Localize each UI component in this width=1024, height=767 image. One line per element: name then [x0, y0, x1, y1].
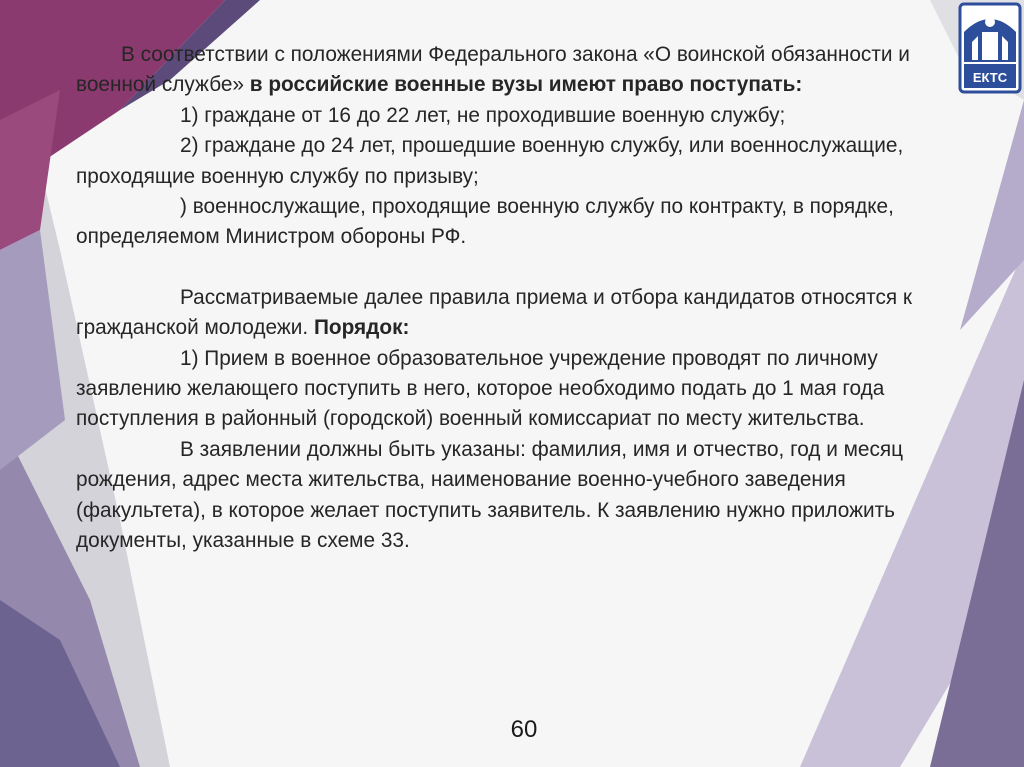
rules-bold-text: Порядок:	[313, 316, 410, 340]
slide-body	[76, 40, 956, 557]
intro-text: В соответствии с положениями Федерального закона «О воинской обязанности и военной службе»	[76, 43, 910, 97]
list-item-3: ) военнослужащие, проходящие военную службу по контракту, в порядке, определяемом Министром обороны РФ.	[76, 195, 894, 249]
rules-paragraph	[76, 283, 956, 344]
ektc-logo-icon	[958, 2, 1022, 94]
page-number: 60	[510, 716, 538, 743]
list-item-1: 1) граждане от 16 до 22 лет, не проходившие военную службу;	[180, 103, 786, 127]
application-paragraph: В заявлении должны быть указаны: фамилия, имя и отчество, год и месяц рождения, адрес места жительства, наименование военно-учебного заведения (факультета), в которое желает поступить заявитель. К заявлению нужно приложить документы, указанные в схеме 33.	[76, 437, 904, 553]
rules-text: Рассматриваемые далее правила приема и отбора кандидатов относятся к гражданской молодежи.	[76, 285, 913, 340]
intro-bold-text: в российские военные вузы имеют право поступать:	[249, 73, 803, 97]
list-item-2: 2) граждане до 24 лет, прошедшие военную службу, или военнослужащие, проходящие военную службу по призыву;	[76, 134, 904, 188]
logo-text: ЕКТС	[972, 70, 1008, 85]
intro-paragraph	[76, 40, 956, 101]
step-1: 1) Прием в военное образовательное учреждение проводят по личному заявлению желающего поступить в него, которое необходимо подать до 1 мая года поступления в районный (городской) военный комиссариат по месту жительства.	[76, 346, 885, 431]
